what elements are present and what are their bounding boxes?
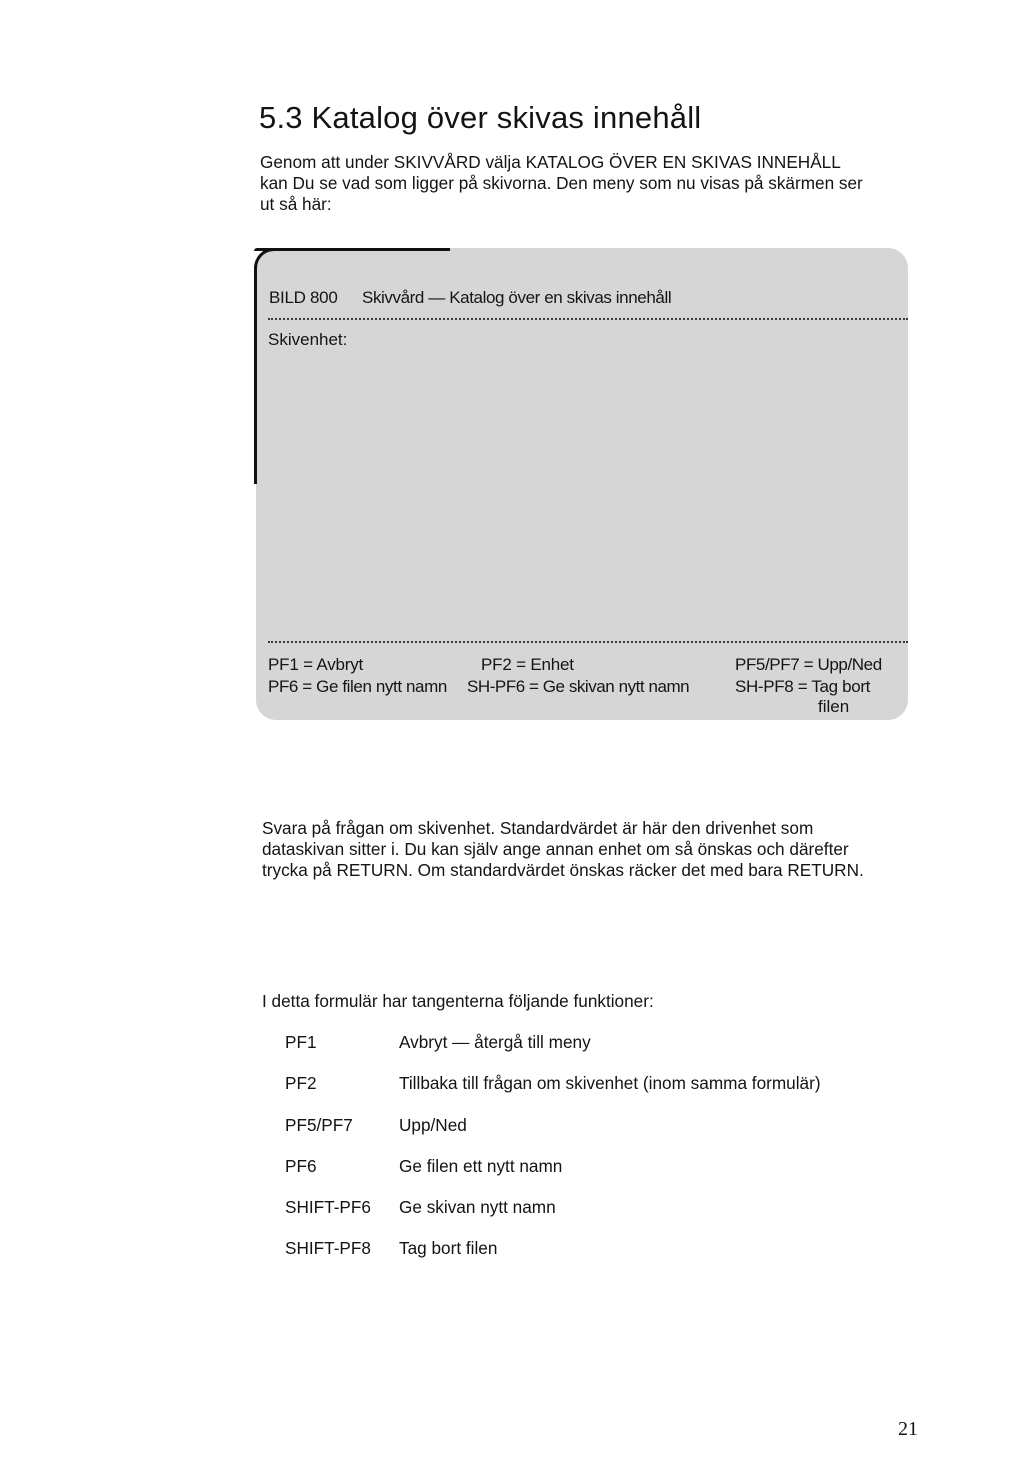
fkey-sh-pf6: SH-PF6 = Ge skivan nytt namn <box>467 677 690 696</box>
screen-divider-bottom <box>268 641 908 643</box>
section-heading: 5.3 Katalog över skivas innehåll <box>259 100 702 135</box>
key-name: PF5/PF7 <box>285 1115 353 1135</box>
intro-line: Genom att under SKIVVÅRD välja KATALOG ÖVER EN SKIVAS INNEHÅLL <box>260 152 841 172</box>
instruction-line: Svara på frågan om skivenhet. Standardvärdet är här den drivenhet som <box>262 818 814 838</box>
key-description: Ge filen ett nytt namn <box>399 1156 563 1176</box>
fkey-pf2: PF2 = Enhet <box>481 655 574 674</box>
instruction-paragraph <box>262 818 942 881</box>
instruction-line: dataskivan sitter i. Du kan själv ange annan enhet om så önskas och därefter <box>262 839 849 859</box>
key-name: SHIFT-PF6 <box>285 1197 371 1217</box>
keys-intro: I detta formulär har tangenterna följande funktioner: <box>262 991 654 1011</box>
fkey-sh-pf8-cont: filen <box>818 697 850 716</box>
key-name: PF2 <box>285 1073 317 1093</box>
key-description: Avbryt — återgå till meny <box>399 1032 591 1052</box>
key-description: Tag bort filen <box>399 1238 498 1258</box>
key-description: Tillbaka till frågan om skivenhet (inom samma formulär) <box>399 1073 821 1093</box>
fkey-sh-pf8: SH-PF8 = Tag bort <box>735 677 870 696</box>
instruction-line: trycka på RETURN. Om standardvärdet önskas räcker det med bara RETURN. <box>262 860 864 880</box>
intro-paragraph <box>260 152 920 215</box>
screen-frame-left <box>254 266 257 484</box>
intro-line: ut så här: <box>260 194 332 214</box>
screen-divider-top <box>268 318 908 320</box>
screen-frame-top <box>254 248 450 251</box>
intro-line: kan Du se vad som ligger på skivorna. Den meny som nu visas på skärmen ser <box>260 173 863 193</box>
key-name: PF1 <box>285 1032 317 1052</box>
fkey-pf6: PF6 = Ge filen nytt namn <box>268 677 447 696</box>
fkey-pf5-pf7: PF5/PF7 = Upp/Ned <box>735 655 882 674</box>
key-name: SHIFT-PF8 <box>285 1238 371 1258</box>
fkey-pf1: PF1 = Avbryt <box>268 655 364 674</box>
key-name: PF6 <box>285 1156 317 1176</box>
screen-code: BILD 800 <box>269 288 338 307</box>
screen-field-label: Skivenhet: <box>268 330 348 349</box>
screen-title: Skivvård — Katalog över en skivas innehåll <box>362 288 672 307</box>
page-number: 21 <box>898 1418 918 1440</box>
screen-frame-corner <box>254 248 276 272</box>
key-description: Ge skivan nytt namn <box>399 1197 556 1217</box>
key-description: Upp/Ned <box>399 1115 467 1135</box>
